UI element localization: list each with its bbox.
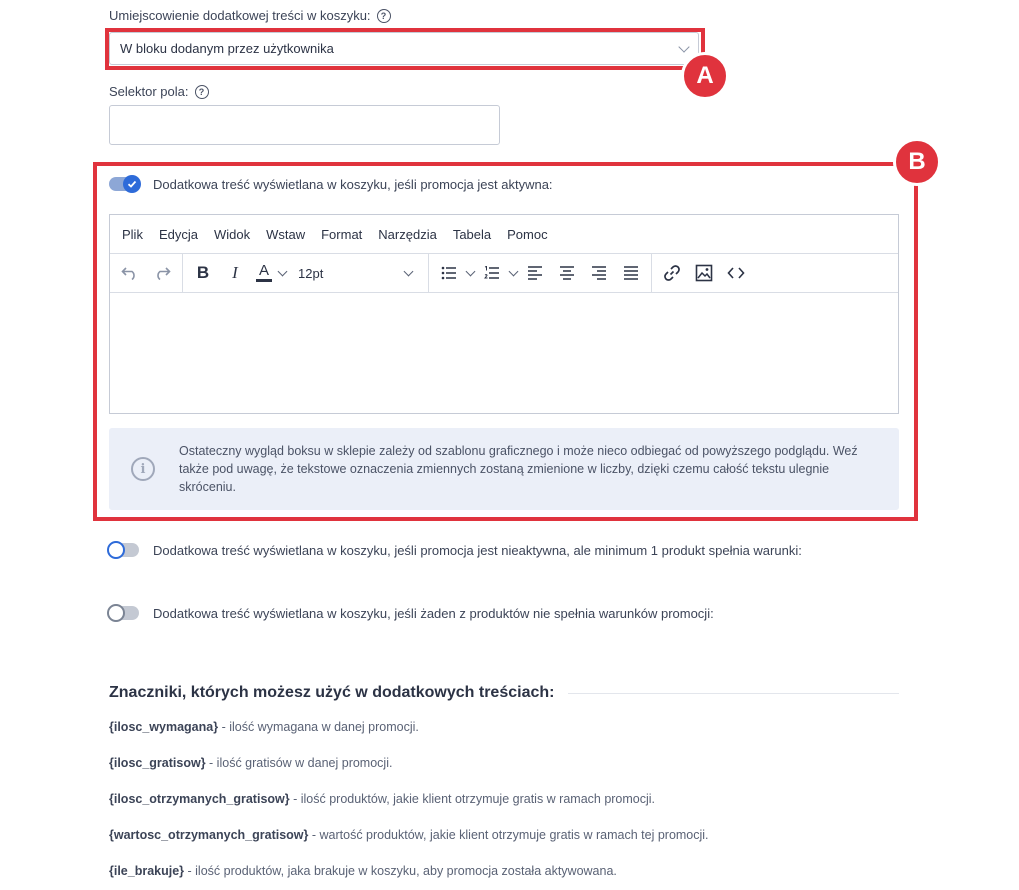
editor-content-area[interactable]	[110, 293, 898, 413]
tag-name: {ilosc_otrzymanych_gratisow}	[109, 792, 290, 806]
toggle-active-switch[interactable]	[109, 177, 139, 191]
menu-view[interactable]: Widok	[213, 226, 251, 242]
text-color-dropdown[interactable]	[253, 259, 286, 287]
link-icon[interactable]	[658, 259, 686, 287]
placement-select-value: W bloku dodanym przez użytkownika	[120, 41, 334, 56]
callout-b-letter: B	[908, 148, 926, 175]
editor-menubar	[110, 215, 898, 254]
chevron-down-icon	[278, 266, 288, 276]
callout-b-badge	[893, 138, 941, 186]
help-icon[interactable]: ?	[377, 9, 391, 23]
text-color-icon: A	[253, 259, 275, 287]
menu-edit[interactable]: Edycja	[158, 226, 198, 242]
tag-item	[109, 756, 392, 770]
tag-desc: - ilość produktów, jaka brakuje w koszyku, aby promocja została aktywowana.	[184, 864, 617, 878]
tag-name: {ile_brakuje}	[109, 864, 185, 878]
info-text: Ostateczny wygląd boksu w sklepie zależy od szablonu graficznego i może nieco odbiegać od powyższego podglądu. Weź także pod uwagę, że tekstowe oznaczenia zmiennych zostaną zmienione w liczby, dzięki czemu całość tekstu ulegnie skróceniu.	[179, 444, 858, 494]
tag-item	[109, 864, 617, 878]
info-box	[109, 428, 899, 510]
selector-input[interactable]	[109, 105, 500, 145]
tag-desc: - ilość produktów, jakie klient otrzymuje gratis w ramach promocji.	[289, 792, 656, 806]
align-center-icon[interactable]	[553, 259, 581, 287]
tag-name: {ilosc_gratisow}	[109, 756, 206, 770]
toggle-inactive-partial-switch[interactable]	[109, 543, 139, 557]
check-icon	[123, 175, 141, 193]
italic-icon[interactable]: I	[232, 263, 238, 282]
history-group	[110, 254, 183, 292]
insert-group	[652, 254, 756, 292]
menu-help[interactable]: Pomoc	[507, 226, 548, 242]
tag-name: {wartosc_otrzymanych_gratisow}	[109, 828, 309, 842]
font-size-dropdown[interactable]	[298, 266, 422, 281]
numbered-list-dropdown[interactable]	[478, 259, 517, 287]
font-size-value: 12pt	[298, 265, 324, 281]
chevron-down-icon	[404, 266, 414, 276]
menu-file[interactable]: Plik	[122, 226, 143, 242]
menu-format[interactable]: Format	[321, 226, 363, 242]
bullet-list-dropdown[interactable]	[435, 259, 474, 287]
chevron-down-icon	[466, 266, 476, 276]
chevron-down-icon	[509, 266, 519, 276]
selector-label-text: Selektor pola:	[109, 84, 189, 99]
toggle-inactive-partial-label: Dodatkowa treść wyświetlana w koszyku, jeśli promocja jest nieaktywna, ale minimum 1 produkt spełnia warunki:	[153, 543, 802, 558]
editor-toolbar	[110, 254, 898, 293]
redo-icon[interactable]	[148, 259, 176, 287]
format-group	[183, 254, 429, 292]
bullet-list-icon	[435, 259, 463, 287]
placement-label-text: Umiejscowienie dodatkowej treści w koszyku:	[109, 8, 371, 23]
image-icon[interactable]	[690, 259, 718, 287]
tags-title: Znaczniki, których możesz użyć w dodatkowych treściach:	[109, 684, 555, 701]
toggle-none-label: Dodatkowa treść wyświetlana w koszyku, jeśli żaden z produktów nie spełnia warunków promocji:	[153, 606, 714, 621]
align-right-icon[interactable]	[585, 259, 613, 287]
tags-divider	[568, 693, 899, 694]
bold-icon[interactable]: B	[196, 263, 210, 282]
help-icon[interactable]: ?	[195, 85, 209, 99]
info-icon: i	[131, 457, 155, 481]
placement-label	[109, 8, 391, 23]
menu-insert[interactable]: Wstaw	[266, 226, 306, 242]
callout-a-badge	[681, 52, 729, 100]
tag-item	[109, 792, 655, 806]
align-justify-icon[interactable]	[617, 259, 645, 287]
selector-label	[109, 84, 209, 99]
menu-table[interactable]: Tabela	[452, 226, 492, 242]
tag-item	[109, 828, 709, 842]
source-code-icon[interactable]	[722, 259, 750, 287]
tag-desc: - wartość produktów, jakie klient otrzymuje gratis w ramach tej promocji.	[308, 828, 709, 842]
toggle-knob	[107, 604, 125, 622]
callout-a-frame	[105, 28, 705, 70]
tag-name: {ilosc_wymagana}	[109, 720, 219, 734]
toggle-none-switch[interactable]	[109, 606, 139, 620]
tag-item	[109, 720, 419, 734]
toggle-knob	[107, 541, 125, 559]
undo-icon[interactable]	[116, 259, 144, 287]
numbered-list-icon	[478, 259, 506, 287]
rich-text-editor	[109, 214, 899, 414]
tag-desc: - ilość wymagana w danej promocji.	[218, 720, 419, 734]
align-left-icon[interactable]	[521, 259, 549, 287]
list-align-group	[429, 254, 652, 292]
callout-a-letter: A	[696, 62, 714, 89]
tag-desc: - ilość gratisów w danej promocji.	[205, 756, 393, 770]
menu-tools[interactable]: Narzędzia	[378, 226, 437, 242]
toggle-active-label: Dodatkowa treść wyświetlana w koszyku, jeśli promocja jest aktywna:	[153, 177, 553, 192]
